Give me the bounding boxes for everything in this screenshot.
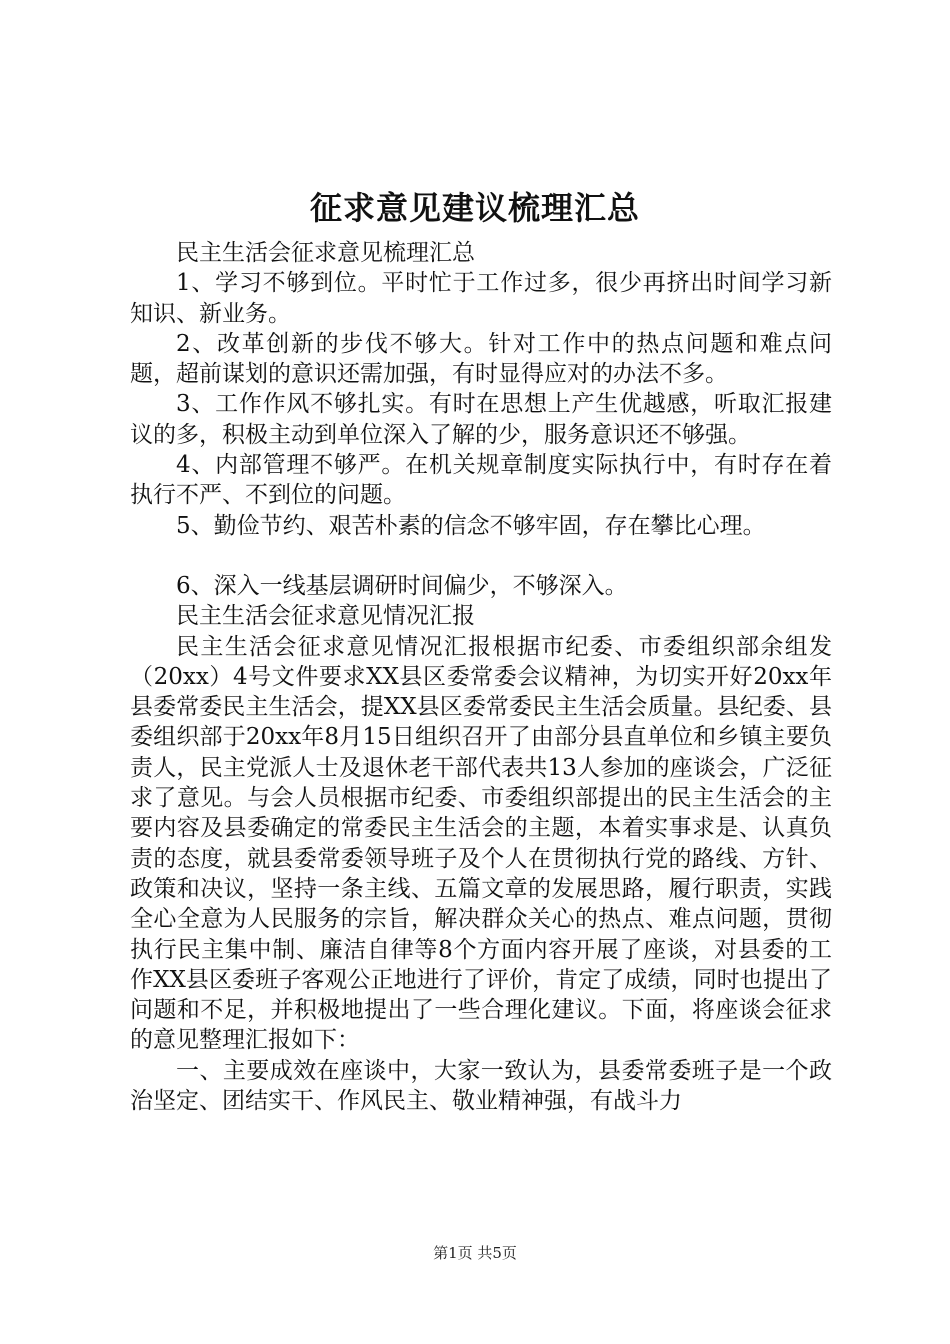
section-heading-report: 民主生活会征求意见情况汇报 <box>176 603 475 630</box>
paragraph-item-4: 4、内部管理不够严。在机关规章制度实际执行中，有时存在着执行不严、不到位的问题。 <box>130 452 832 509</box>
paragraph-report-body: 民主生活会征求意见情况汇报根据市纪委、市委组织部余组发（20xx）4号文件要求XX县区委常委会议精神，为切实开好20xx年县委常委民主生活会，提XX县区委常委民主生活会质量。县纪委、县委组织部于20xx年8月15日组织召开了由部分县直单位和乡镇主要负责人，民主党派人士及退休老干部代表共13人参加的座谈会，广泛征求了意见。与会人员根据市纪委、市委组织部提出的民主生活会的主要内容及县委确定的常委民主生活会的主题，本着实事求是、认真负责的态度，就县委常委领导班子及个人在贯彻执行党的路线、方针、政策和决议，坚持一条主线、五篇文章的发展思路，履行职责，实践全心全意为人民服务的宗旨，解决群众关心的热点、难点问题，贯彻执行民主集中制、廉洁自律等8个方面内容开展了座谈，对县委的工作XX县区委班子客观公正地进行了评价，肯定了成绩，同时也提出了问题和不足，并积极地提出了一些合理化建议。下面，将座谈会征求的意见整理汇报如下： <box>130 633 832 1054</box>
paragraph-item-2: 2、改革创新的步伐不够大。针对工作中的热点问题和难点问题，超前谋划的意识还需加强，有时显得应对的办法不多。 <box>130 330 832 388</box>
page-footer: 第1页 共5页 <box>433 1244 517 1262</box>
section-heading-summary: 民主生活会征求意见梳理汇总 <box>176 240 475 266</box>
paragraph-item-6: 6、深入一线基层调研时间偏少，不够深入。 <box>176 572 628 599</box>
paragraph-item-5: 5、勤俭节约、艰苦朴素的信念不够牢固，存在攀比心理。 <box>176 512 766 539</box>
paragraph-item-1: 1、学习不够到位。平时忙于工作过多，很少再挤出时间学习新知识、新业务。 <box>130 270 832 327</box>
document-title: 征求意见建议梳理汇总 <box>309 189 640 227</box>
paragraph-item-3: 3、工作作风不够扎实。有时在思想上产生优越感，听取汇报建议的多，积极主动到单位深入了解的少，服务意识还不够强。 <box>130 391 832 448</box>
blank-line <box>130 541 832 571</box>
paragraph-main-results: 一、主要成效在座谈中，大家一致认为，县委常委班子是一个政治坚定、团结实干、作风民主、敬业精神强，有战斗力 <box>130 1057 832 1115</box>
document-body <box>130 238 832 1116</box>
